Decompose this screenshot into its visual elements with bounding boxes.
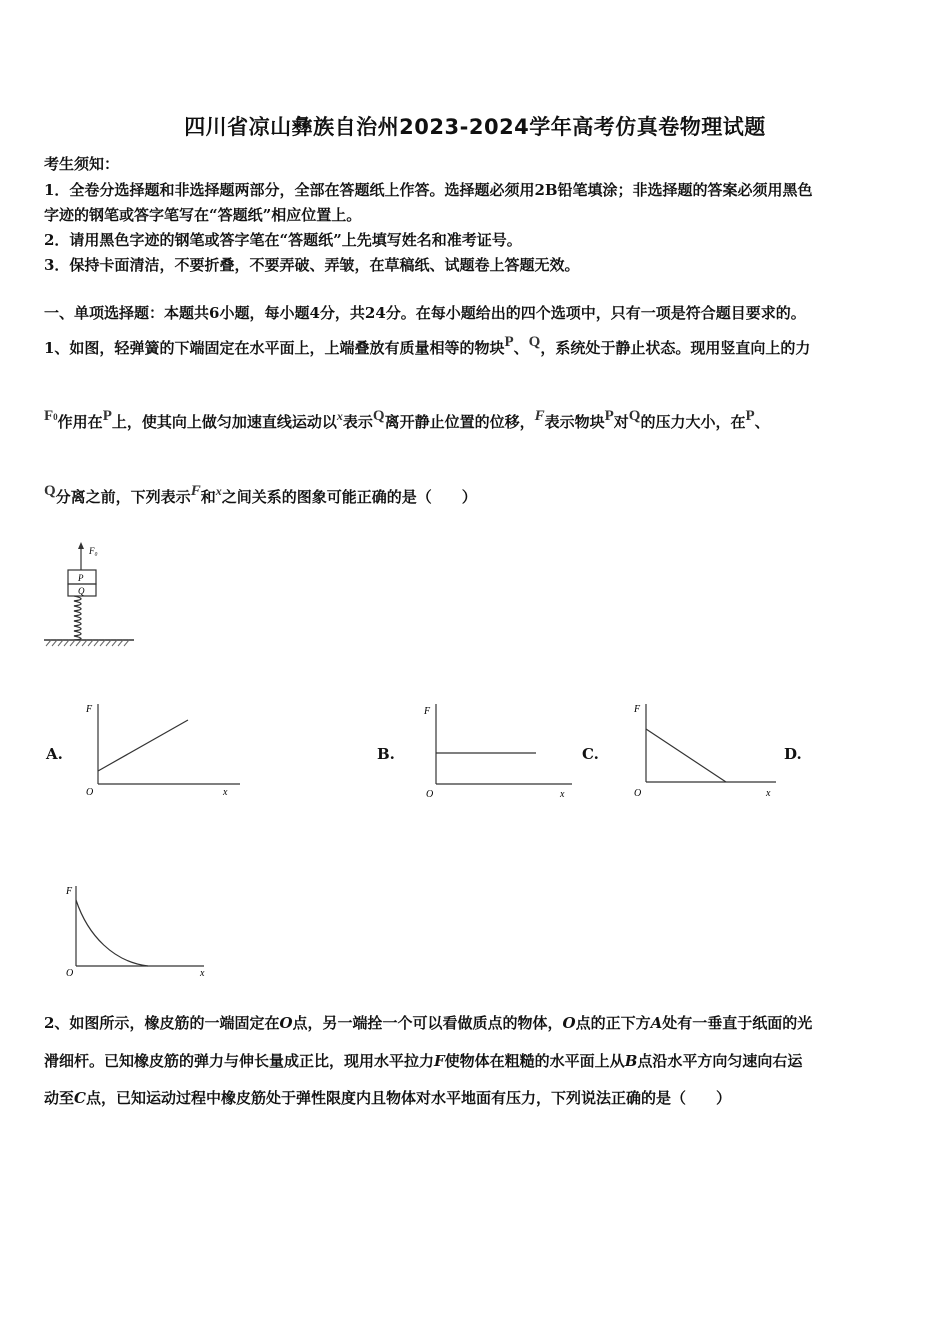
axis-x-label: x <box>200 968 205 979</box>
q1-text: ，系统处于静止状态。现用竖直向上的力 <box>540 339 811 357</box>
axis-o-label: O <box>426 789 434 800</box>
symbol-p: P <box>604 408 614 424</box>
q1-line-3 <box>44 483 477 508</box>
page-title: 四川省凉山彝族自治州2023-2024学年高考仿真卷物理试题 <box>184 115 766 139</box>
q1-text: 表示 <box>342 413 373 431</box>
notice-item-2: 2．请用黑色字迹的钢笔或答字笔在“答题纸”上先填写姓名和准考证号。 <box>44 231 522 249</box>
q2-text: 点，已知运动过程中橡皮筋处于弹性限度内且物体对水平地面有压力，下列说法正确的是（ ） <box>85 1089 731 1107</box>
q2-text: 2、如图所示，橡皮筋的一端固定在 <box>44 1014 280 1032</box>
axis-x-label: x <box>766 788 771 799</box>
notice-heading: 考生须知： <box>44 155 120 173</box>
block-q-label: Q <box>78 586 85 596</box>
q2-text: 点，另一端拴一个可以看做质点的物体， <box>292 1014 563 1032</box>
symbol-x: x <box>215 484 222 498</box>
symbol-o: O <box>279 1014 293 1032</box>
symbol-q: Q <box>372 408 385 424</box>
axis-o-label: O <box>66 968 74 979</box>
symbol-q: Q <box>44 483 56 499</box>
q1-text: 和 <box>200 488 216 506</box>
notice-item-3: 3．保持卡面清洁，不要折叠，不要弄破、弄皱，在草稿纸、试题卷上答题无效。 <box>44 256 580 274</box>
symbol-f0: F0 <box>44 408 58 424</box>
section-heading: 一、单项选择题：本题共6小题，每小题4分，共24分。在每小题给出的四个选项中，只有一项是符合题目要求的。 <box>44 304 806 322</box>
axis-x-label: x <box>223 787 228 798</box>
force-arrowhead <box>78 542 84 549</box>
graph-a[interactable] <box>78 698 243 798</box>
symbol-f: F <box>534 408 545 424</box>
q1-text: 1、如图，轻弹簧的下端固定在水平面上，上端叠放有质量相等的物块 <box>44 339 505 357</box>
q1-text: 分离之前，下列表示 <box>55 488 191 506</box>
axis-x-label: x <box>560 789 565 800</box>
axis-f-label: F <box>66 886 73 897</box>
q2-line-3 <box>44 1088 731 1108</box>
symbol-f: F <box>434 1052 445 1070</box>
option-c-label[interactable]: C. <box>582 745 599 763</box>
symbol-f: F <box>190 483 201 499</box>
symbol-o: O <box>562 1014 576 1032</box>
q1-text: 对 <box>613 413 629 431</box>
symbol-p: P <box>745 408 755 424</box>
q1-text: 上，使其向上做匀加速直线运动以 <box>111 413 337 431</box>
symbol-c: C <box>74 1089 86 1107</box>
q1-line-1 <box>44 334 811 359</box>
q1-text: 、 <box>513 339 529 357</box>
graph-c[interactable] <box>614 698 779 800</box>
q1-text: 之间关系的图象可能正确的是（ ） <box>221 488 477 506</box>
symbol-b: B <box>624 1052 638 1070</box>
symbol-p: P <box>504 334 514 350</box>
graph-curve <box>76 900 148 966</box>
q1-text: 离开静止位置的位移， <box>384 413 535 431</box>
spring-block-figure <box>42 540 137 650</box>
graph-line <box>98 720 188 771</box>
axis-f-label: F <box>86 704 93 715</box>
graph-b[interactable] <box>410 698 575 800</box>
q2-text: 处有一垂直于纸面的光 <box>662 1014 813 1032</box>
q2-text: 动至 <box>44 1089 75 1107</box>
q2-line-2 <box>44 1051 802 1071</box>
axis-f-label: F <box>634 704 641 715</box>
symbol-x: x <box>336 409 343 423</box>
graph-line <box>646 729 726 782</box>
q1-text: 的压力大小，在 <box>640 413 746 431</box>
option-d-label[interactable]: D. <box>784 745 802 763</box>
q1-text: 表示物块 <box>544 413 605 431</box>
option-b-label[interactable]: B. <box>377 745 395 763</box>
symbol-q: Q <box>628 408 641 424</box>
q2-text: 滑细杆。已知橡皮筋的弹力与伸长量成正比，现用水平拉力 <box>44 1052 435 1070</box>
q2-text: 使物体在粗糙的水平面上从 <box>444 1052 625 1070</box>
symbol-p: P <box>102 408 112 424</box>
notice-item-1-line-1: 1．全卷分选择题和非选择题两部分，全部在答题纸上作答。选择题必须用2B铅笔填涂；非选择题的答案必须用黑色 <box>44 181 813 199</box>
ground-hatching <box>46 640 129 646</box>
spring <box>74 596 81 640</box>
q1-text: 、 <box>754 413 770 431</box>
force-label: F₀ <box>89 546 98 556</box>
option-a-label[interactable]: A. <box>46 745 63 763</box>
graph-d[interactable] <box>64 880 214 980</box>
q2-text: 点的正下方 <box>575 1014 651 1032</box>
q2-text: 点沿水平方向匀速向右运 <box>637 1052 803 1070</box>
q1-line-2 <box>44 408 770 434</box>
symbol-a: A <box>650 1014 663 1032</box>
q1-text: 作用在 <box>57 413 103 431</box>
axis-f-label: F <box>424 706 431 717</box>
symbol-q: Q <box>528 334 541 350</box>
q2-line-1 <box>44 1013 812 1033</box>
notice-item-1-line-2: 字迹的钢笔或答字笔写在“答题纸”相应位置上。 <box>44 206 362 224</box>
axis-o-label: O <box>86 787 94 798</box>
block-p-label: P <box>78 573 84 583</box>
axis-o-label: O <box>634 788 642 799</box>
